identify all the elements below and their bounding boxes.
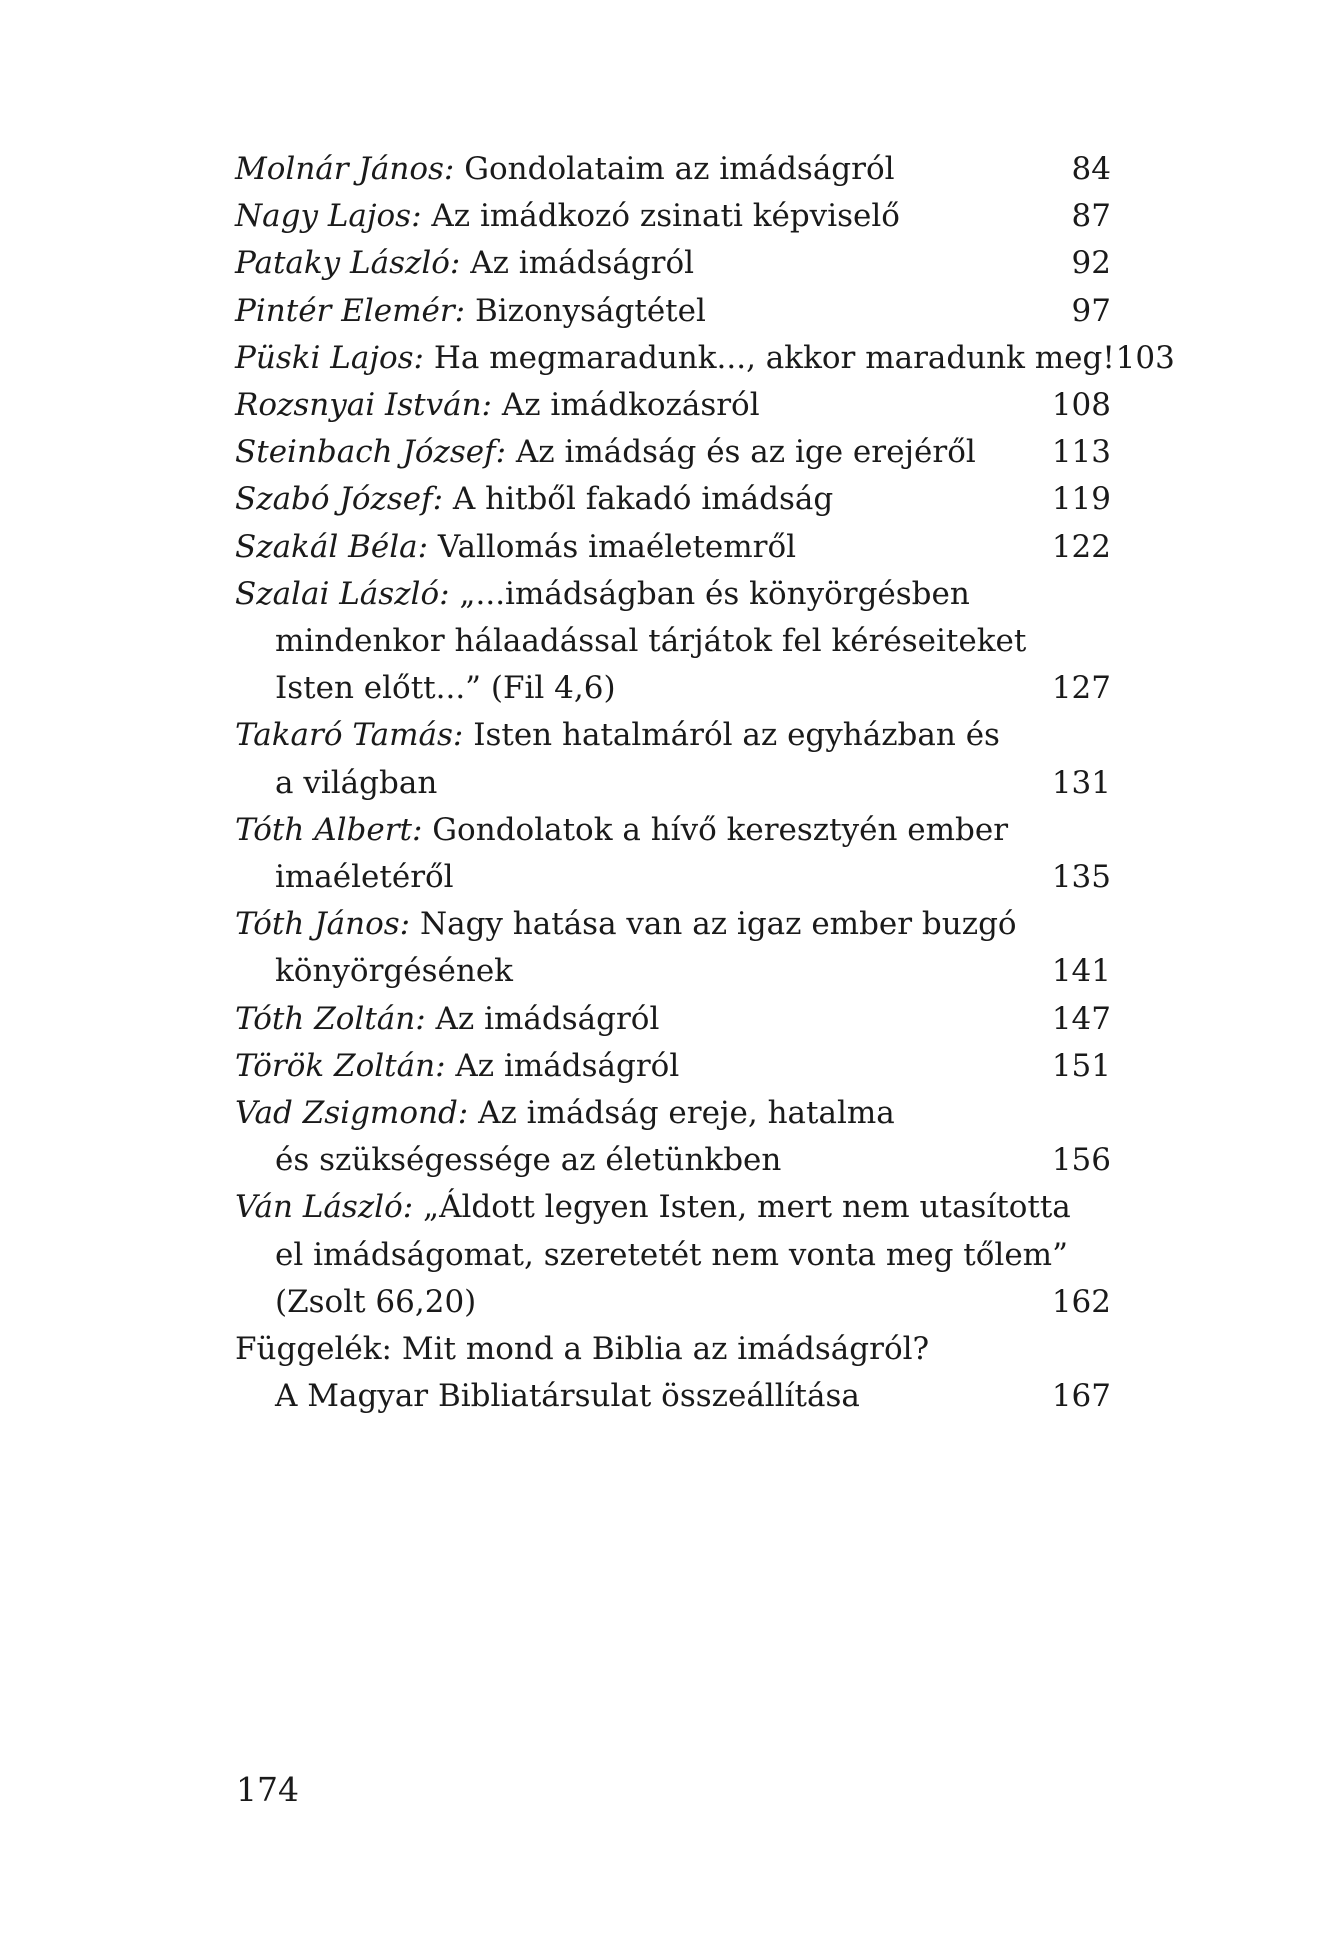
toc-title: Az imádságról bbox=[455, 1047, 680, 1084]
toc-title: Az imádság ereje, hatalma bbox=[478, 1095, 895, 1132]
toc-title: A Magyar Bibliatársulat összeállítása bbox=[275, 1378, 860, 1415]
toc-author: Molnár János: bbox=[235, 151, 455, 187]
toc-entry-text bbox=[275, 760, 437, 807]
toc-author: Tóth János: bbox=[235, 906, 411, 943]
toc-author: Pataky László: bbox=[235, 245, 461, 282]
toc-entry bbox=[235, 288, 1111, 335]
toc-entry bbox=[235, 1326, 1111, 1420]
toc-entry-text bbox=[235, 335, 1115, 382]
toc-page-number: 97 bbox=[1071, 292, 1111, 329]
table-of-contents bbox=[235, 146, 1175, 1420]
toc-entry-line bbox=[235, 807, 1111, 854]
toc-entry-text bbox=[235, 1326, 929, 1373]
toc-title: mindenkor hálaadással tárjátok fel kéréseiteket bbox=[275, 623, 1027, 660]
toc-entry-text bbox=[235, 382, 760, 429]
toc-entry-text bbox=[235, 1090, 895, 1137]
toc-entry-text bbox=[275, 1137, 781, 1184]
toc-entry-line bbox=[235, 288, 1111, 335]
toc-entry-text bbox=[235, 524, 796, 571]
toc-title: Az imádságról bbox=[435, 1000, 660, 1037]
toc-title: Az imádkozásról bbox=[501, 387, 760, 424]
toc-page-number: 135 bbox=[1051, 859, 1111, 896]
toc-page-number: 108 bbox=[1051, 387, 1111, 424]
toc-title: Függelék: Mit mond a Biblia az imádságról? bbox=[235, 1331, 930, 1368]
toc-title: és szükségessége az életünkben bbox=[275, 1142, 782, 1179]
toc-title: Gondolataim az imádságról bbox=[464, 151, 895, 187]
toc-entry-text bbox=[235, 476, 833, 523]
toc-title: Az imádság és az ige erejéről bbox=[515, 434, 976, 471]
toc-title: Az imádkozó zsinati képviselő bbox=[431, 198, 900, 235]
toc-title: Az imádságról bbox=[470, 245, 695, 282]
toc-entry-text bbox=[235, 1184, 1071, 1231]
toc-page-number: 141 bbox=[1051, 953, 1111, 990]
toc-entry-text bbox=[275, 665, 616, 712]
toc-author: Takaró Tamás: bbox=[235, 717, 464, 754]
toc-page-number: 92 bbox=[1071, 245, 1111, 282]
toc-entry-line bbox=[235, 996, 1111, 1043]
toc-page-number: 122 bbox=[1051, 528, 1111, 565]
toc-page-number: 131 bbox=[1051, 764, 1111, 801]
toc-title: imaéletéről bbox=[275, 859, 454, 896]
toc-entry-line bbox=[235, 1373, 1111, 1420]
toc-title: Isten hatalmáról az egyházban és bbox=[473, 717, 1000, 754]
toc-entry-line bbox=[235, 854, 1111, 901]
toc-title: el imádságomat, szeretetét nem vonta meg tőlem” bbox=[275, 1236, 1068, 1273]
toc-entry bbox=[235, 1184, 1111, 1326]
toc-entry-line bbox=[235, 760, 1111, 807]
toc-entry-text bbox=[235, 996, 659, 1043]
toc-entry-line bbox=[235, 1279, 1111, 1326]
toc-entry-line bbox=[235, 1137, 1111, 1184]
page-number: 174 bbox=[236, 1770, 299, 1809]
toc-entry-line bbox=[235, 901, 1111, 948]
toc-entry bbox=[235, 1090, 1111, 1184]
toc-entry bbox=[235, 429, 1111, 476]
toc-entry bbox=[235, 476, 1111, 523]
toc-author: Szakál Béla: bbox=[235, 528, 429, 565]
toc-entry-text bbox=[275, 948, 513, 995]
toc-author: Szalai László: bbox=[235, 575, 450, 612]
toc-author: Tóth Zoltán: bbox=[235, 1000, 426, 1037]
toc-entry-text bbox=[275, 854, 454, 901]
toc-entry-line bbox=[235, 1184, 1111, 1231]
toc-entry-text bbox=[235, 146, 895, 193]
toc-title: könyörgésének bbox=[275, 953, 513, 990]
toc-entry-line bbox=[235, 429, 1111, 476]
toc-entry bbox=[235, 193, 1111, 240]
toc-entry-line bbox=[235, 193, 1111, 240]
toc-page-number: 162 bbox=[1051, 1283, 1111, 1320]
toc-entry bbox=[235, 524, 1111, 571]
toc-author: Rozsnyai István: bbox=[235, 387, 492, 424]
toc-entry-line bbox=[235, 1043, 1111, 1090]
toc-title: „Áldott legyen Isten, mert nem utasította bbox=[423, 1189, 1071, 1226]
toc-page-number: 84 bbox=[1071, 151, 1111, 187]
toc-author: Tóth Albert: bbox=[235, 811, 423, 848]
toc-entry bbox=[235, 807, 1111, 901]
toc-entry-line bbox=[235, 665, 1111, 712]
toc-entry-line bbox=[235, 1090, 1111, 1137]
toc-entry bbox=[235, 712, 1111, 806]
toc-author: Pintér Elemér: bbox=[235, 292, 466, 329]
toc-entry-line bbox=[235, 240, 1111, 287]
toc-title: Bizonyságtétel bbox=[474, 292, 706, 329]
toc-title: Isten előtt...” (Fil 4,6) bbox=[275, 670, 616, 707]
toc-entry bbox=[235, 240, 1111, 287]
toc-entry-text bbox=[235, 1043, 679, 1090]
toc-title: Ha megmaradunk..., akkor maradunk meg! bbox=[433, 339, 1115, 376]
toc-entry-line bbox=[235, 712, 1111, 759]
toc-entry bbox=[235, 382, 1111, 429]
toc-entry-text bbox=[235, 901, 1017, 948]
toc-entry-line bbox=[235, 948, 1111, 995]
toc-entry bbox=[235, 146, 1111, 193]
toc-entry bbox=[235, 996, 1111, 1043]
toc-entry bbox=[235, 901, 1111, 995]
toc-entry-line bbox=[235, 1232, 1111, 1279]
toc-author: Ván László: bbox=[235, 1189, 414, 1226]
toc-entry-line bbox=[235, 618, 1111, 665]
toc-title: a világban bbox=[275, 764, 438, 801]
toc-entry-line bbox=[235, 476, 1111, 523]
toc-entry-text bbox=[235, 193, 900, 240]
toc-author: Püski Lajos: bbox=[235, 339, 424, 376]
toc-entry-text bbox=[235, 429, 976, 476]
toc-entry-text bbox=[275, 1279, 476, 1326]
toc-page-number: 113 bbox=[1051, 434, 1111, 471]
toc-entry-line bbox=[235, 146, 1111, 193]
toc-author: Vad Zsigmond: bbox=[235, 1095, 469, 1132]
toc-entry bbox=[235, 335, 1175, 382]
toc-page-number: 119 bbox=[1051, 481, 1111, 518]
toc-author: Nagy Lajos: bbox=[235, 198, 422, 235]
toc-title: Nagy hatása van az igaz ember buzgó bbox=[419, 906, 1017, 943]
toc-entry-line bbox=[235, 335, 1175, 382]
toc-entry-text bbox=[275, 618, 1026, 665]
toc-title: „...imádságban és könyörgésben bbox=[459, 575, 970, 612]
toc-entry bbox=[235, 1043, 1111, 1090]
toc-author: Szabó József: bbox=[235, 481, 444, 518]
toc-author: Steinbach József: bbox=[235, 434, 507, 471]
toc-title: Gondolatok a hívő keresztyén ember bbox=[432, 811, 1009, 848]
toc-entry-text bbox=[235, 712, 1000, 759]
toc-page-number: 167 bbox=[1051, 1378, 1111, 1415]
toc-page-number: 127 bbox=[1051, 670, 1111, 707]
toc-entry-text bbox=[275, 1373, 860, 1420]
toc-entry-line bbox=[235, 571, 1111, 618]
toc-entry-text bbox=[235, 807, 1008, 854]
toc-entry bbox=[235, 571, 1111, 713]
toc-title: A hitből fakadó imádság bbox=[452, 481, 834, 518]
toc-title: (Zsolt 66,20) bbox=[275, 1283, 477, 1320]
toc-page-number: 156 bbox=[1051, 1142, 1111, 1179]
toc-author: Török Zoltán: bbox=[235, 1047, 446, 1084]
toc-entry-text bbox=[275, 1232, 1068, 1279]
toc-page-number: 151 bbox=[1051, 1047, 1111, 1084]
toc-page-number: 147 bbox=[1051, 1000, 1111, 1037]
toc-entry-line bbox=[235, 382, 1111, 429]
toc-entry-text bbox=[235, 240, 694, 287]
toc-entry-text bbox=[235, 288, 706, 335]
toc-title: Vallomás imaéletemről bbox=[437, 528, 797, 565]
toc-page-number: 87 bbox=[1071, 198, 1111, 235]
toc-entry-text bbox=[235, 571, 970, 618]
toc-entry-line bbox=[235, 524, 1111, 571]
toc-entry-line bbox=[235, 1326, 1111, 1373]
toc-page-number: 103 bbox=[1115, 339, 1175, 376]
